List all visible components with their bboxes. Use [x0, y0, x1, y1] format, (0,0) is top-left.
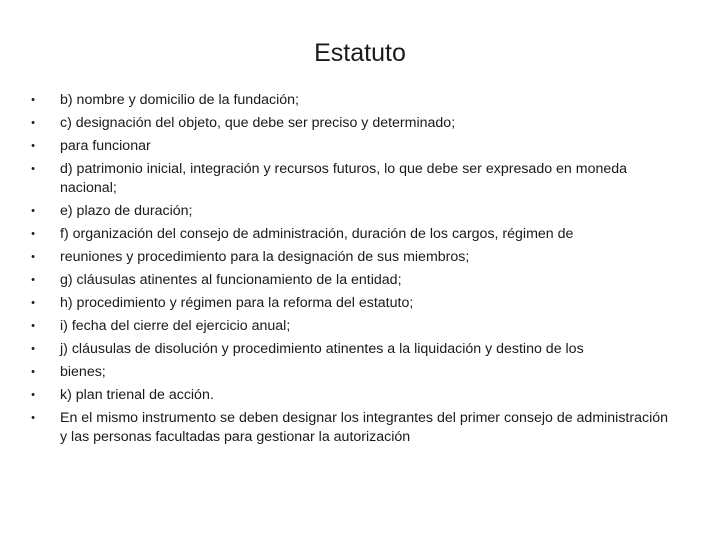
list-item	[28, 114, 668, 133]
bullet-icon: •	[31, 297, 35, 310]
bullet-icon: •	[31, 228, 35, 241]
list-item-text: reuniones y procedimiento para la designación de sus miembros;	[60, 249, 470, 266]
bullet-icon: •	[31, 163, 35, 175]
list-item-text: para funcionar	[60, 138, 151, 154]
list-item-text: b) nombre y domicilio de la fundación;	[60, 92, 299, 108]
bullet-icon: •	[31, 366, 35, 379]
bullet-icon: •	[31, 274, 35, 287]
bullet-list	[28, 91, 668, 451]
list-item	[28, 340, 668, 359]
list-item	[28, 271, 668, 290]
bullet-icon: •	[31, 205, 35, 218]
bullet-icon: •	[31, 343, 35, 356]
slide-title: Estatuto	[314, 39, 406, 67]
bullet-icon: •	[31, 251, 35, 264]
list-item	[28, 91, 668, 110]
list-item-text: En el mismo instrumento se deben designar los integrantes del primer consejo de administración y las personas facultadas para gestionar la autorización	[60, 410, 669, 446]
list-item	[28, 317, 668, 336]
list-item-text: e) plazo de duración;	[60, 203, 193, 220]
bullet-icon: •	[31, 320, 35, 333]
list-item	[28, 386, 668, 405]
list-item	[28, 294, 668, 313]
list-item	[28, 248, 668, 267]
list-item-text: j) cláusulas de disolución y procedimiento atinentes a la liquidación y destino de los	[60, 341, 584, 358]
list-item-text: f) organización del consejo de administración, duración de los cargos, régimen de	[60, 226, 574, 243]
list-item	[28, 137, 668, 156]
bullet-icon: •	[31, 117, 35, 129]
list-item-text: g) cláusulas atinentes al funcionamiento de la entidad;	[60, 272, 402, 289]
list-item	[28, 160, 668, 198]
list-item-text: c) designación del objeto, que debe ser preciso y determinado;	[60, 115, 456, 131]
list-item	[28, 409, 668, 447]
list-item-text: d) patrimonio inicial, integración y recursos futuros, lo que debe ser expresado en moneda nacional;	[60, 161, 628, 197]
list-item	[28, 225, 668, 244]
list-item	[28, 363, 668, 382]
list-item-text: i) fecha del cierre del ejercicio anual;	[60, 318, 291, 335]
list-item-text: h) procedimiento y régimen para la reforma del estatuto;	[60, 295, 414, 312]
bullet-icon: •	[31, 94, 35, 106]
list-item-text: bienes;	[60, 364, 106, 381]
list-item	[28, 202, 668, 221]
bullet-icon: •	[31, 389, 35, 402]
list-item-text: k) plan trienal de acción.	[60, 387, 214, 404]
bullet-icon: •	[31, 140, 35, 152]
bullet-icon: •	[31, 412, 35, 425]
